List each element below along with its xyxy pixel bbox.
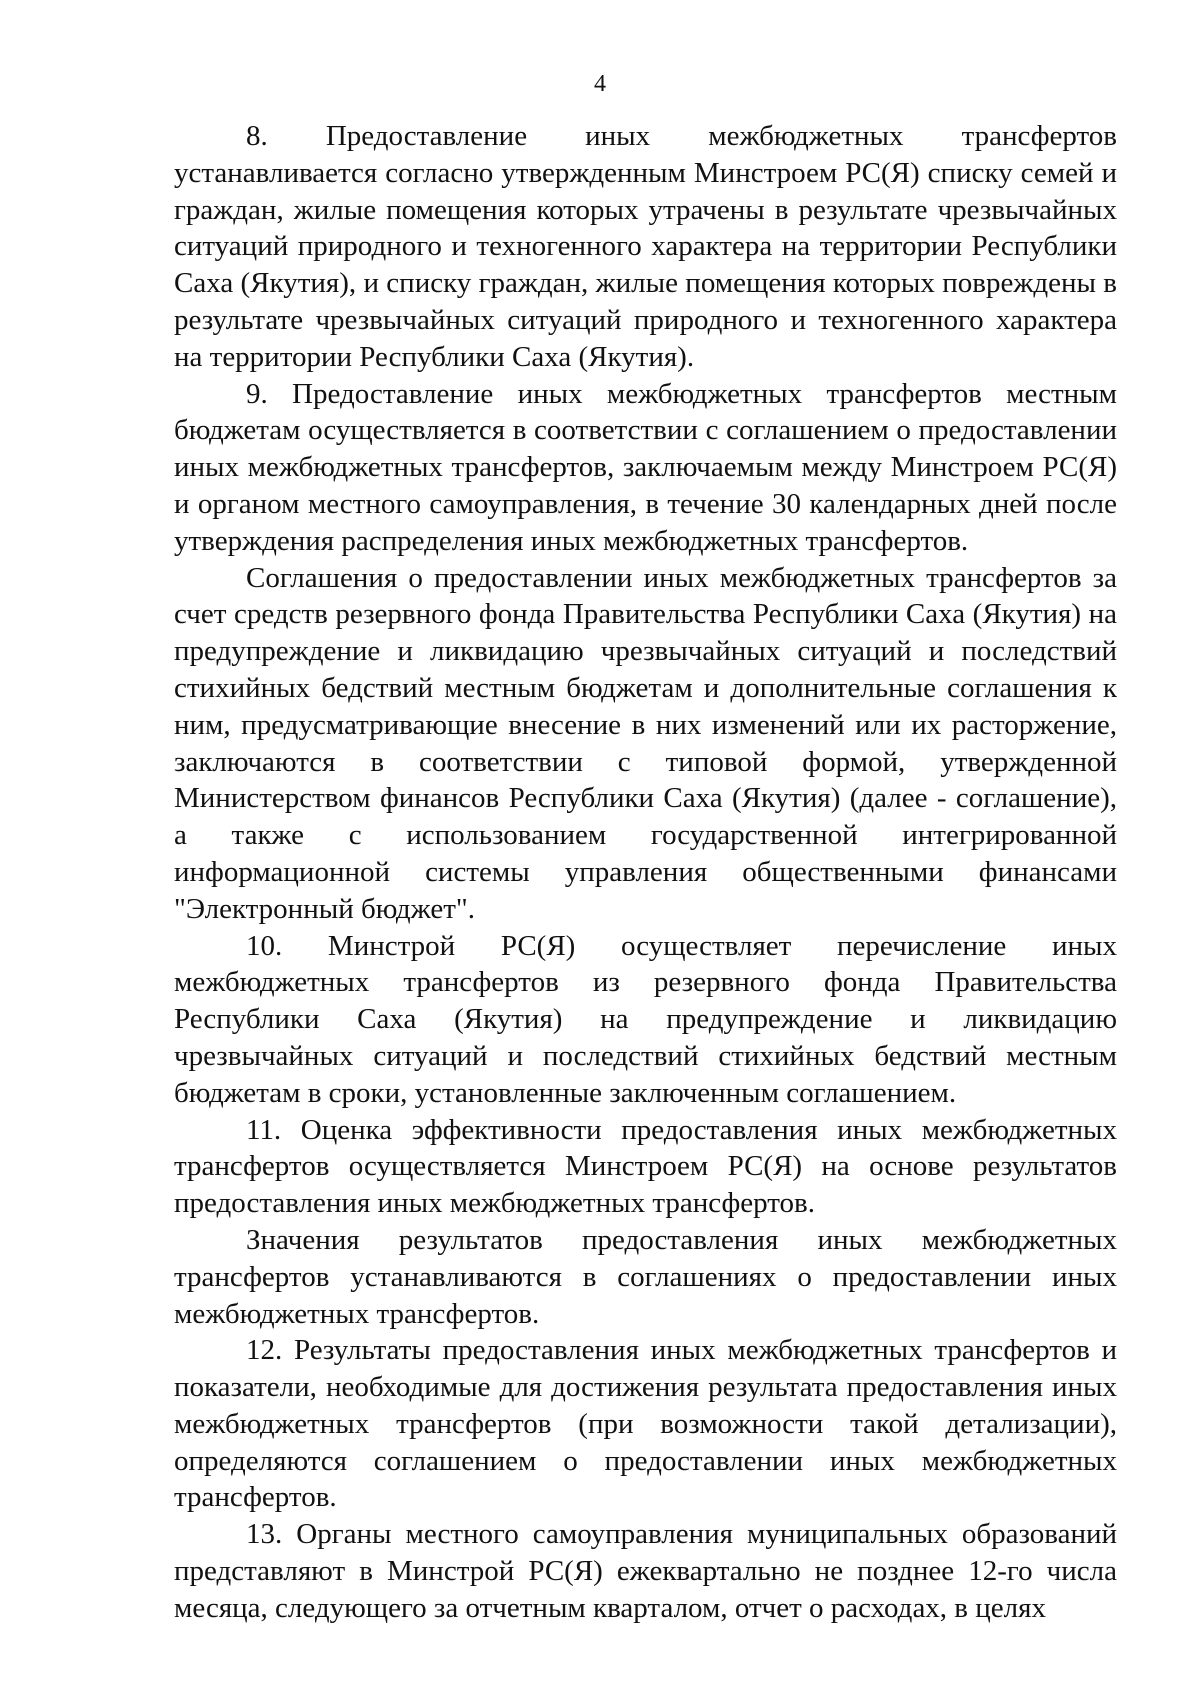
paragraph-9: 9. Предоставление иных межбюджетных трансфертов местным бюджетам осуществляется в соответствии с соглашением о предоставлении иных межбюджетных трансфертов, заключаемым между Минстроем РС(Я) и органом местного самоуправления, в течение 30 календарных дней после утверждения распределения иных межбюджетных трансфертов. [174, 377, 1117, 557]
page-number: 4 [594, 71, 606, 97]
paragraph-12: 12. Результаты предоставления иных межбюджетных трансфертов и показатели, необходимые для достижения результата предоставления иных межбюджетных трансфертов (при возможности такой детализации), определяются соглашением о предоставлении иных межбюджетных трансфертов. [174, 1334, 1117, 1514]
paragraph-13: 13. Органы местного самоуправления муниципальных образований представляют в Минстрой РС(Я) ежеквартально не позднее 12-го числа месяца, следующего за отчетным кварталом, отчет о расходах, в целях [174, 1518, 1117, 1624]
paragraph-8: 8. Предоставление иных межбюджетных трансфертов устанавливается согласно утвержденным Минстроем РС(Я) списку семей и граждан, жилые помещения которых утрачены в результате чрезвычайных ситуаций природного и техногенного характера на территории Республики Саха (Якутия), и списку граждан, жилые помещения которых повреждены в результате чрезвычайных ситуаций природного и техногенного характера на территории Республики Саха (Якутия). [174, 120, 1117, 373]
paragraph-10: 10. Минстрой РС(Я) осуществляет перечисление иных межбюджетных трансфертов из резервного фонда Правительства Республики Саха (Якутия) на предупреждение и ликвидацию чрезвычайных ситуаций и последствий стихийных бедствий местным бюджетам в сроки, установленные заключенным соглашением. [174, 929, 1117, 1109]
document-body [174, 118, 1117, 1627]
paragraph-11: 11. Оценка эффективности предоставления иных межбюджетных трансфертов осуществляется Минстроем РС(Я) на основе результатов предоставления иных межбюджетных трансфертов. [174, 1113, 1117, 1220]
paragraph-result-values: Значения результатов предоставления иных межбюджетных трансфертов устанавливаются в соглашениях о предоставлении иных межбюджетных трансфертов. [174, 1223, 1117, 1330]
paragraph-agreements: Соглашения о предоставлении иных межбюджетных трансфертов за счет средств резервного фонда Правительства Республики Саха (Якутия) на предупреждение и ликвидацию чрезвычайных ситуаций и последствий стихийных бедствий местным бюджетам и дополнительные соглашения к ним, предусматривающие внесение в них изменений или их расторжение, заключаются в соответствии с типовой формой, утвержденной Министерством финансов Республики Саха (Якутия) (далее - соглашение), а также с использованием государственной интегрированной информационной системы управления общественными финансами "Электронный бюджет". [174, 561, 1117, 925]
